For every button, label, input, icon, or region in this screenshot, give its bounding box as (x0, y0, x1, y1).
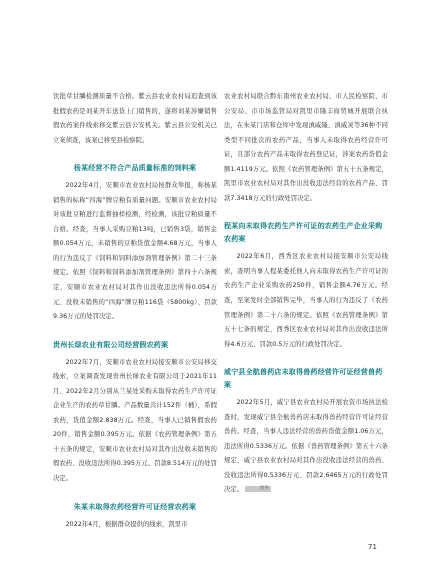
paragraph: 2022年4月，根据群众提供的线索，凯里市 (65, 520, 188, 528)
paragraph-text: 2022年5月，威宁县农业农村局开展农资市场执法检查时，发现威宁县全航兽药店未取得兽药经营许可证经营兽药。经查，当事人违法经营的兽药货值金额1.06万元，违法所得0.5336万元。依据《兽药管理条例》第五十六条规定，威宁县农业农村局对其作出没收违法经营的兽药、没收违法所得0.5336万元、罚款2.6465万元的行政处罚决定。 (224, 399, 388, 494)
paragraph (224, 396, 388, 498)
paragraph: 农业农村局联合黔东南州农业农村局、市人民检察院、市公安局、市市场监管局对凯里市隆丰商贸城开展联合执法，在朱某门店和仓库中发现滇威隆、滇威灵等36种不同类型不同批次的农药产品，当事人未取得农药经营许可证，且部分农药产品未取得农药登记证，涉案农药货值金额1.4119万元。依照《农药管理条例》第五十五条规定，凯里市农业农村局对其作出没收违法经营的农药产品、罚款7.3418万元的行政处罚决定。 (224, 93, 388, 202)
paragraph: 2022年7月，安顺市农业农村局接安顺市公安局移交线索，立案调查发现贵州长绿农业有限公司于2021年11月、2022年2月分别从兰某处采购未取得农药生产许可证企业生产的农药草甘膦。产品数量共计152件（桶），系假农药，货值金额2.838万元。经查，当事人已销售假农药20件，销售金额0.395万元。依据《农药管理条例》第五十五条的规定，安顺市农业农村局对其作出没收未销售的假农药、没收违法所得0.395万元、罚款8.514万元的处罚决定。 (53, 358, 217, 483)
section-heading: 朱某未取得农药经营许可证经营农药案 (73, 502, 197, 511)
stamp-mark: 国务 (245, 486, 271, 492)
right-column (224, 90, 388, 498)
section-heading: 威宁县全航兽药店未取得兽药经营许可证经营兽药案 (224, 368, 383, 390)
paragraph: 2022年6月，西秀区农业农村局接安顺市公安局线索，查明当事人程某委托他人向未取得农药生产许可证的农药生产企业采购农药250件，销售金额4.76万元。经查，至案发时全部销售完毕，当事人的行为违反了《农药管理条例》第二十六条的规定。依照《农药管理条例》第五十七条的规定，西秀区农业农村局对其作出没收违法所得4.6万元、罚款0.5万元的行政处罚决定。 (224, 253, 388, 348)
section-heading: 程某向未取得农药生产许可证的农药生产企业采购农药案 (224, 222, 383, 244)
paragraph: 2022年4月，安顺市农业农村局按群众举报，称杨某销售的标称“四海”牌豆粕有质量问题。安顺市农业农村局对该批豆粕进行监督抽样检测，经检测，该批豆粕质量不合格。经查，当事人采购豆粕13吨，已销售3袋，销售金额0.054万元，未销售的豆粕货值金额4.68万元，当事人的行为违反了《饲料和饲料添加剂管理条例》第二十三条规定。依照《饲料和饲料添加剂管理条例》第四十六条规定，安顺市农业农村局对其作出没收违法所得0.054万元、没收未销售的“四海”牌豆粕116袋（5800kg）、罚款9.36万元的处罚决定。 (53, 182, 217, 321)
section-heading: 杨某经营不符合产品质量标准的饲料案 (73, 164, 197, 173)
page-number: 71 (368, 543, 377, 551)
section-heading: 贵州长绿农业有限公司经营假农药案 (53, 340, 169, 349)
left-column (53, 90, 217, 532)
paragraph: 饮批草甘膦检测质量不合格。紫云县农业农村局追查到该批假农药是刘某开车送货上门销售的，遂将刘某涉嫌销售假农药案件线索移交紫云县公安机关。紫云县公安机关已立案侦查，该案已移至县检察院。 (53, 93, 217, 144)
